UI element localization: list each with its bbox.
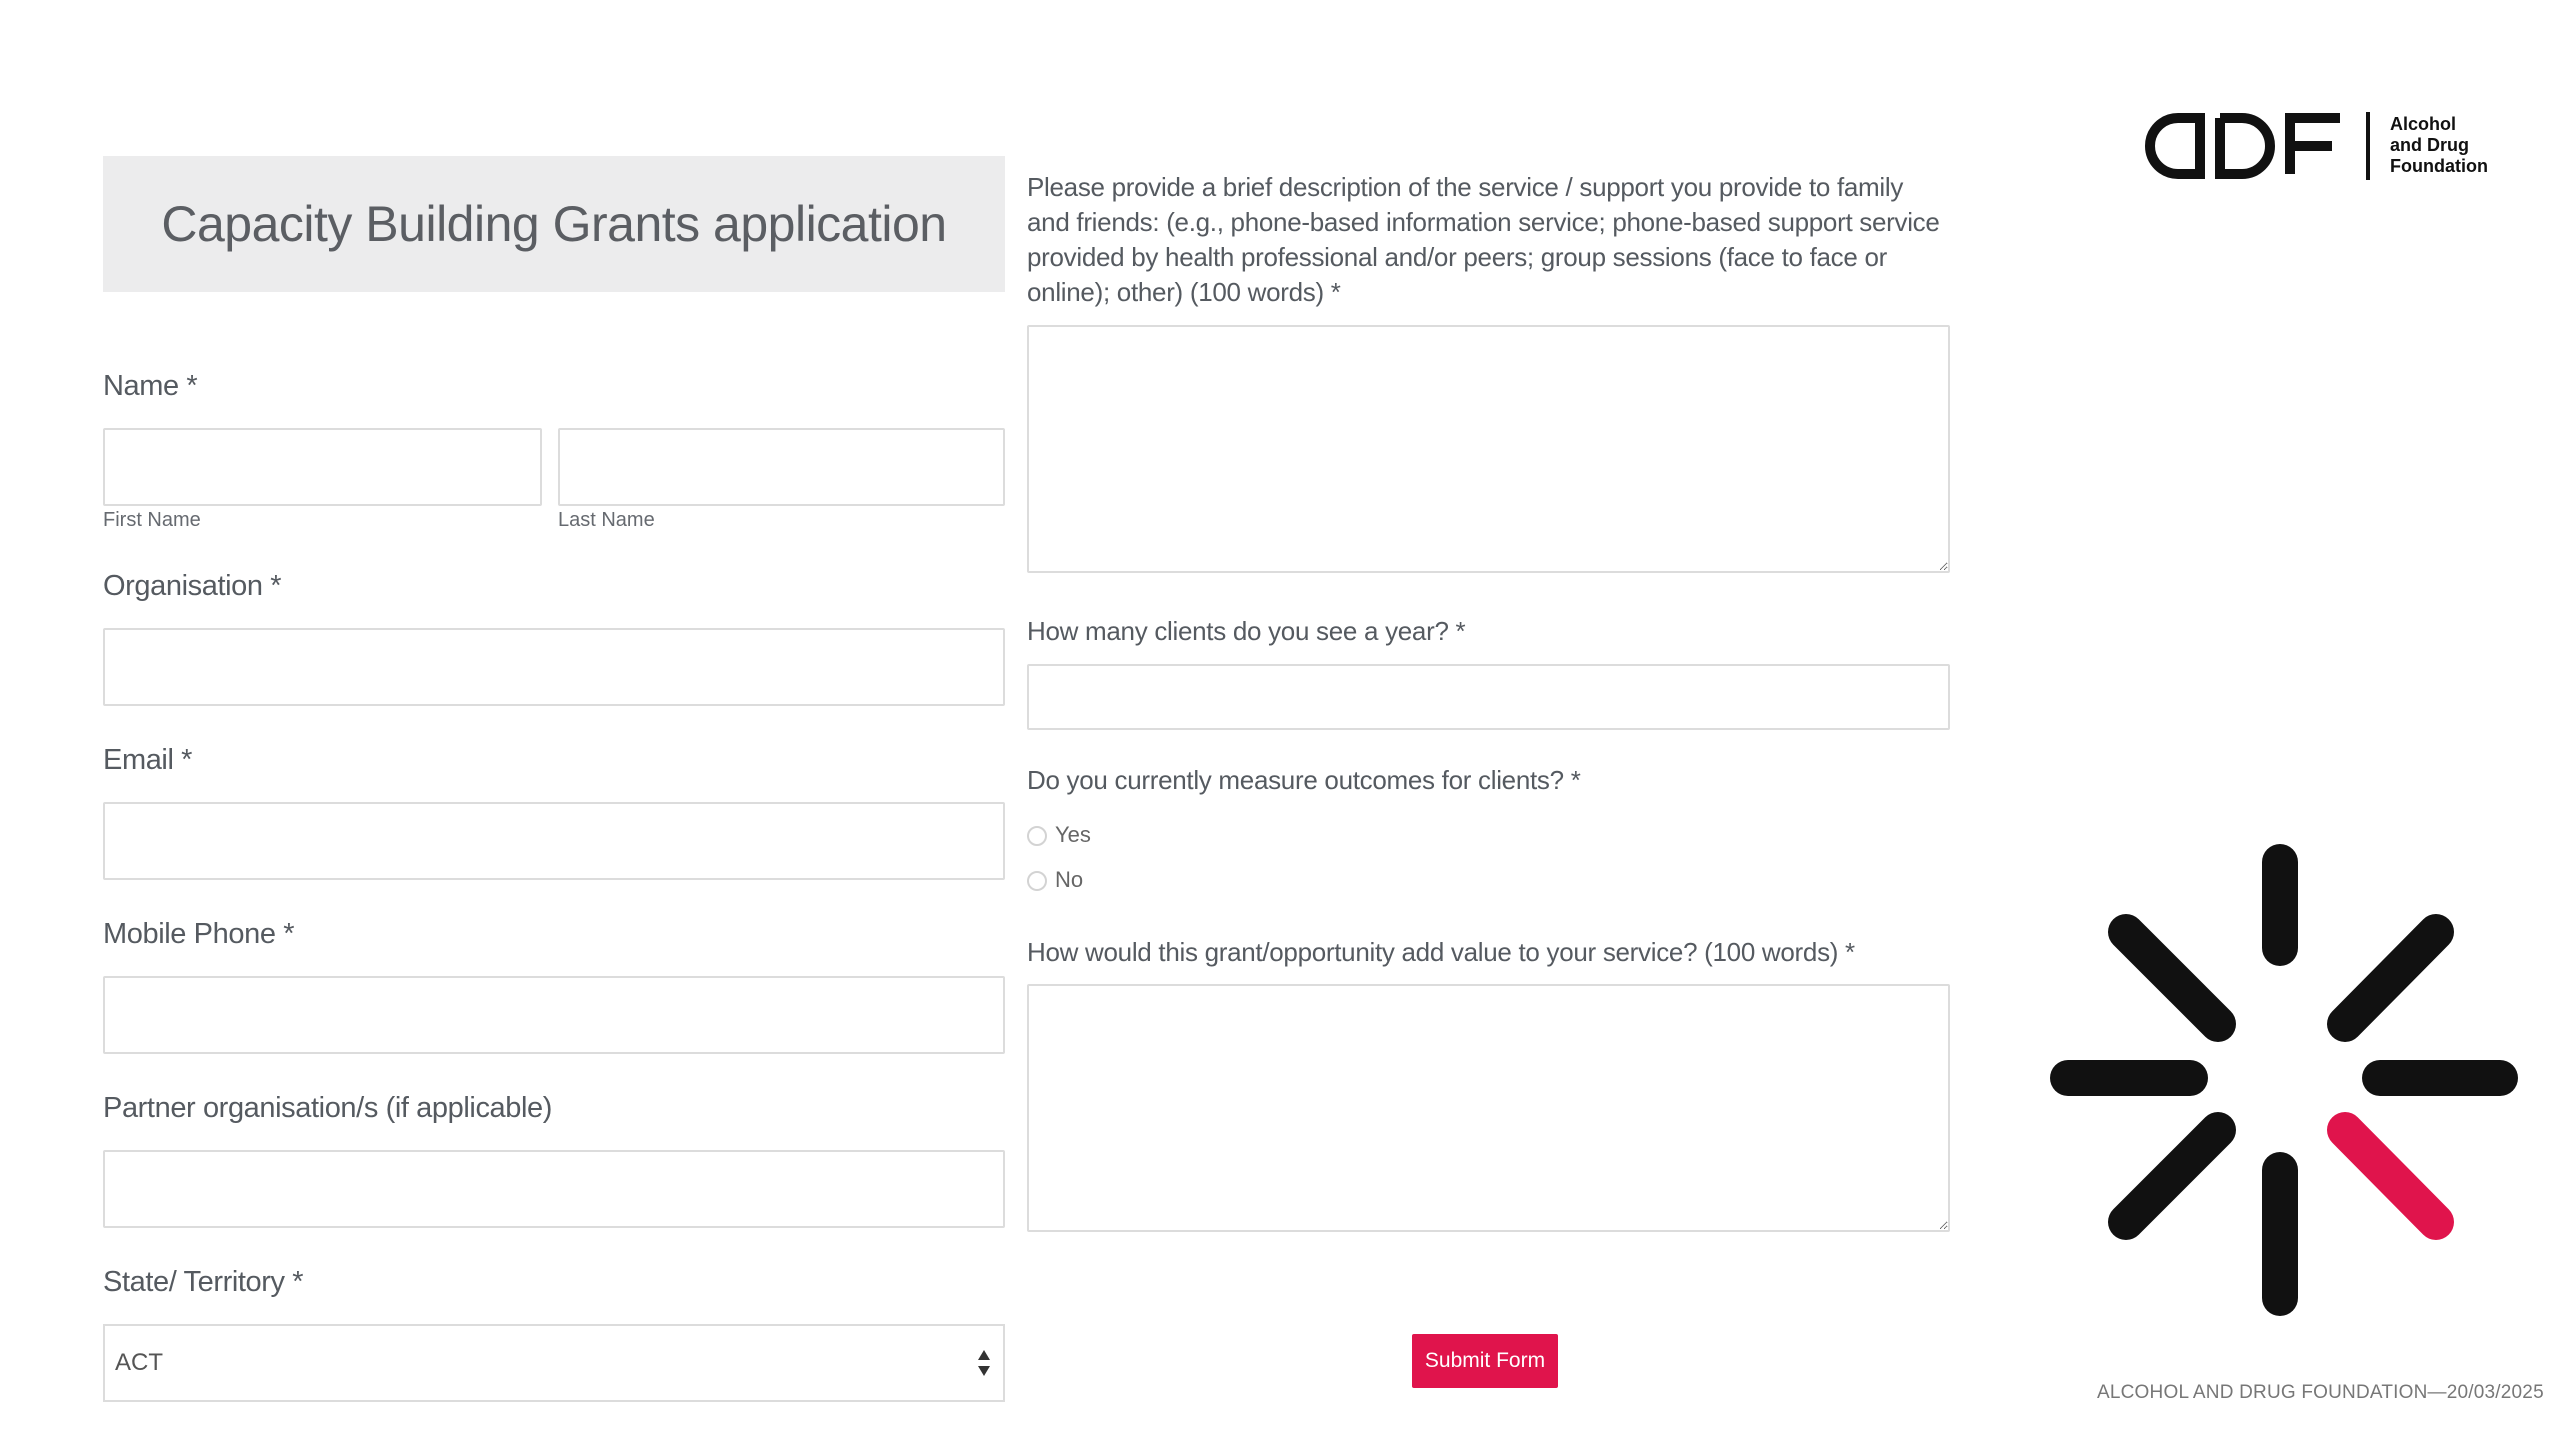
outcomes-no-label[interactable]: No [1055, 867, 1084, 892]
organisation-label: Organisation * [103, 570, 282, 602]
logo-line-1: Alcohol [2390, 114, 2456, 134]
clients-per-year-label: How many clients do you see a year? * [1027, 616, 1466, 646]
form-title-box [103, 156, 1005, 292]
service-description-textarea[interactable] [1027, 325, 1950, 573]
logo-line-2: and Drug [2390, 135, 2469, 155]
state-territory-select[interactable] [103, 1324, 1005, 1402]
clients-per-year-input[interactable] [1027, 664, 1950, 730]
form-title: Capacity Building Grants application [161, 196, 947, 252]
state-territory-label: State/ Territory * [103, 1266, 304, 1298]
email-label: Email * [103, 744, 193, 776]
last-name-input[interactable] [558, 428, 1005, 506]
adf-spinner-mark-icon [2040, 840, 2520, 1320]
mobile-phone-label: Mobile Phone * [103, 918, 295, 950]
value-add-textarea[interactable] [1027, 984, 1950, 1232]
first-name-sublabel: First Name [103, 509, 201, 531]
select-arrows-icon [977, 1348, 991, 1378]
measure-outcomes-label: Do you currently measure outcomes for clients? * [1027, 765, 1581, 795]
submit-form-button[interactable]: Submit Form [1412, 1334, 1558, 1388]
outcomes-yes-radio[interactable] [1027, 826, 1047, 846]
adf-logo-icon [2140, 110, 2350, 182]
email-input[interactable] [103, 802, 1005, 880]
footer-text: ALCOHOL AND DRUG FOUNDATION—20/03/2025 [2097, 1382, 2544, 1403]
state-territory-value: ACT [115, 1349, 163, 1376]
outcomes-yes-label[interactable]: Yes [1055, 822, 1091, 847]
logo-wordmark [2390, 114, 2488, 177]
outcomes-no-radio[interactable] [1027, 871, 1047, 891]
service-description-label: Please provide a brief description of the service / support you provide to family and friends: (e.g., phone-based information service; phone-based support service provided by health professional and/or peers; group sessions (face to face or online); other) (100 words) * [1027, 172, 1940, 307]
partner-organisation-input[interactable] [103, 1150, 1005, 1228]
organisation-input[interactable] [103, 628, 1005, 706]
logo-divider [2366, 112, 2370, 180]
last-name-sublabel: Last Name [558, 509, 655, 531]
first-name-input[interactable] [103, 428, 542, 506]
partner-organisation-label: Partner organisation/s (if applicable) [103, 1092, 553, 1124]
value-add-label: How would this grant/opportunity add value to your service? (100 words) * [1027, 937, 1855, 967]
logo-line-3: Foundation [2390, 156, 2488, 176]
name-label: Name * [103, 370, 198, 402]
mobile-phone-input[interactable] [103, 976, 1005, 1054]
